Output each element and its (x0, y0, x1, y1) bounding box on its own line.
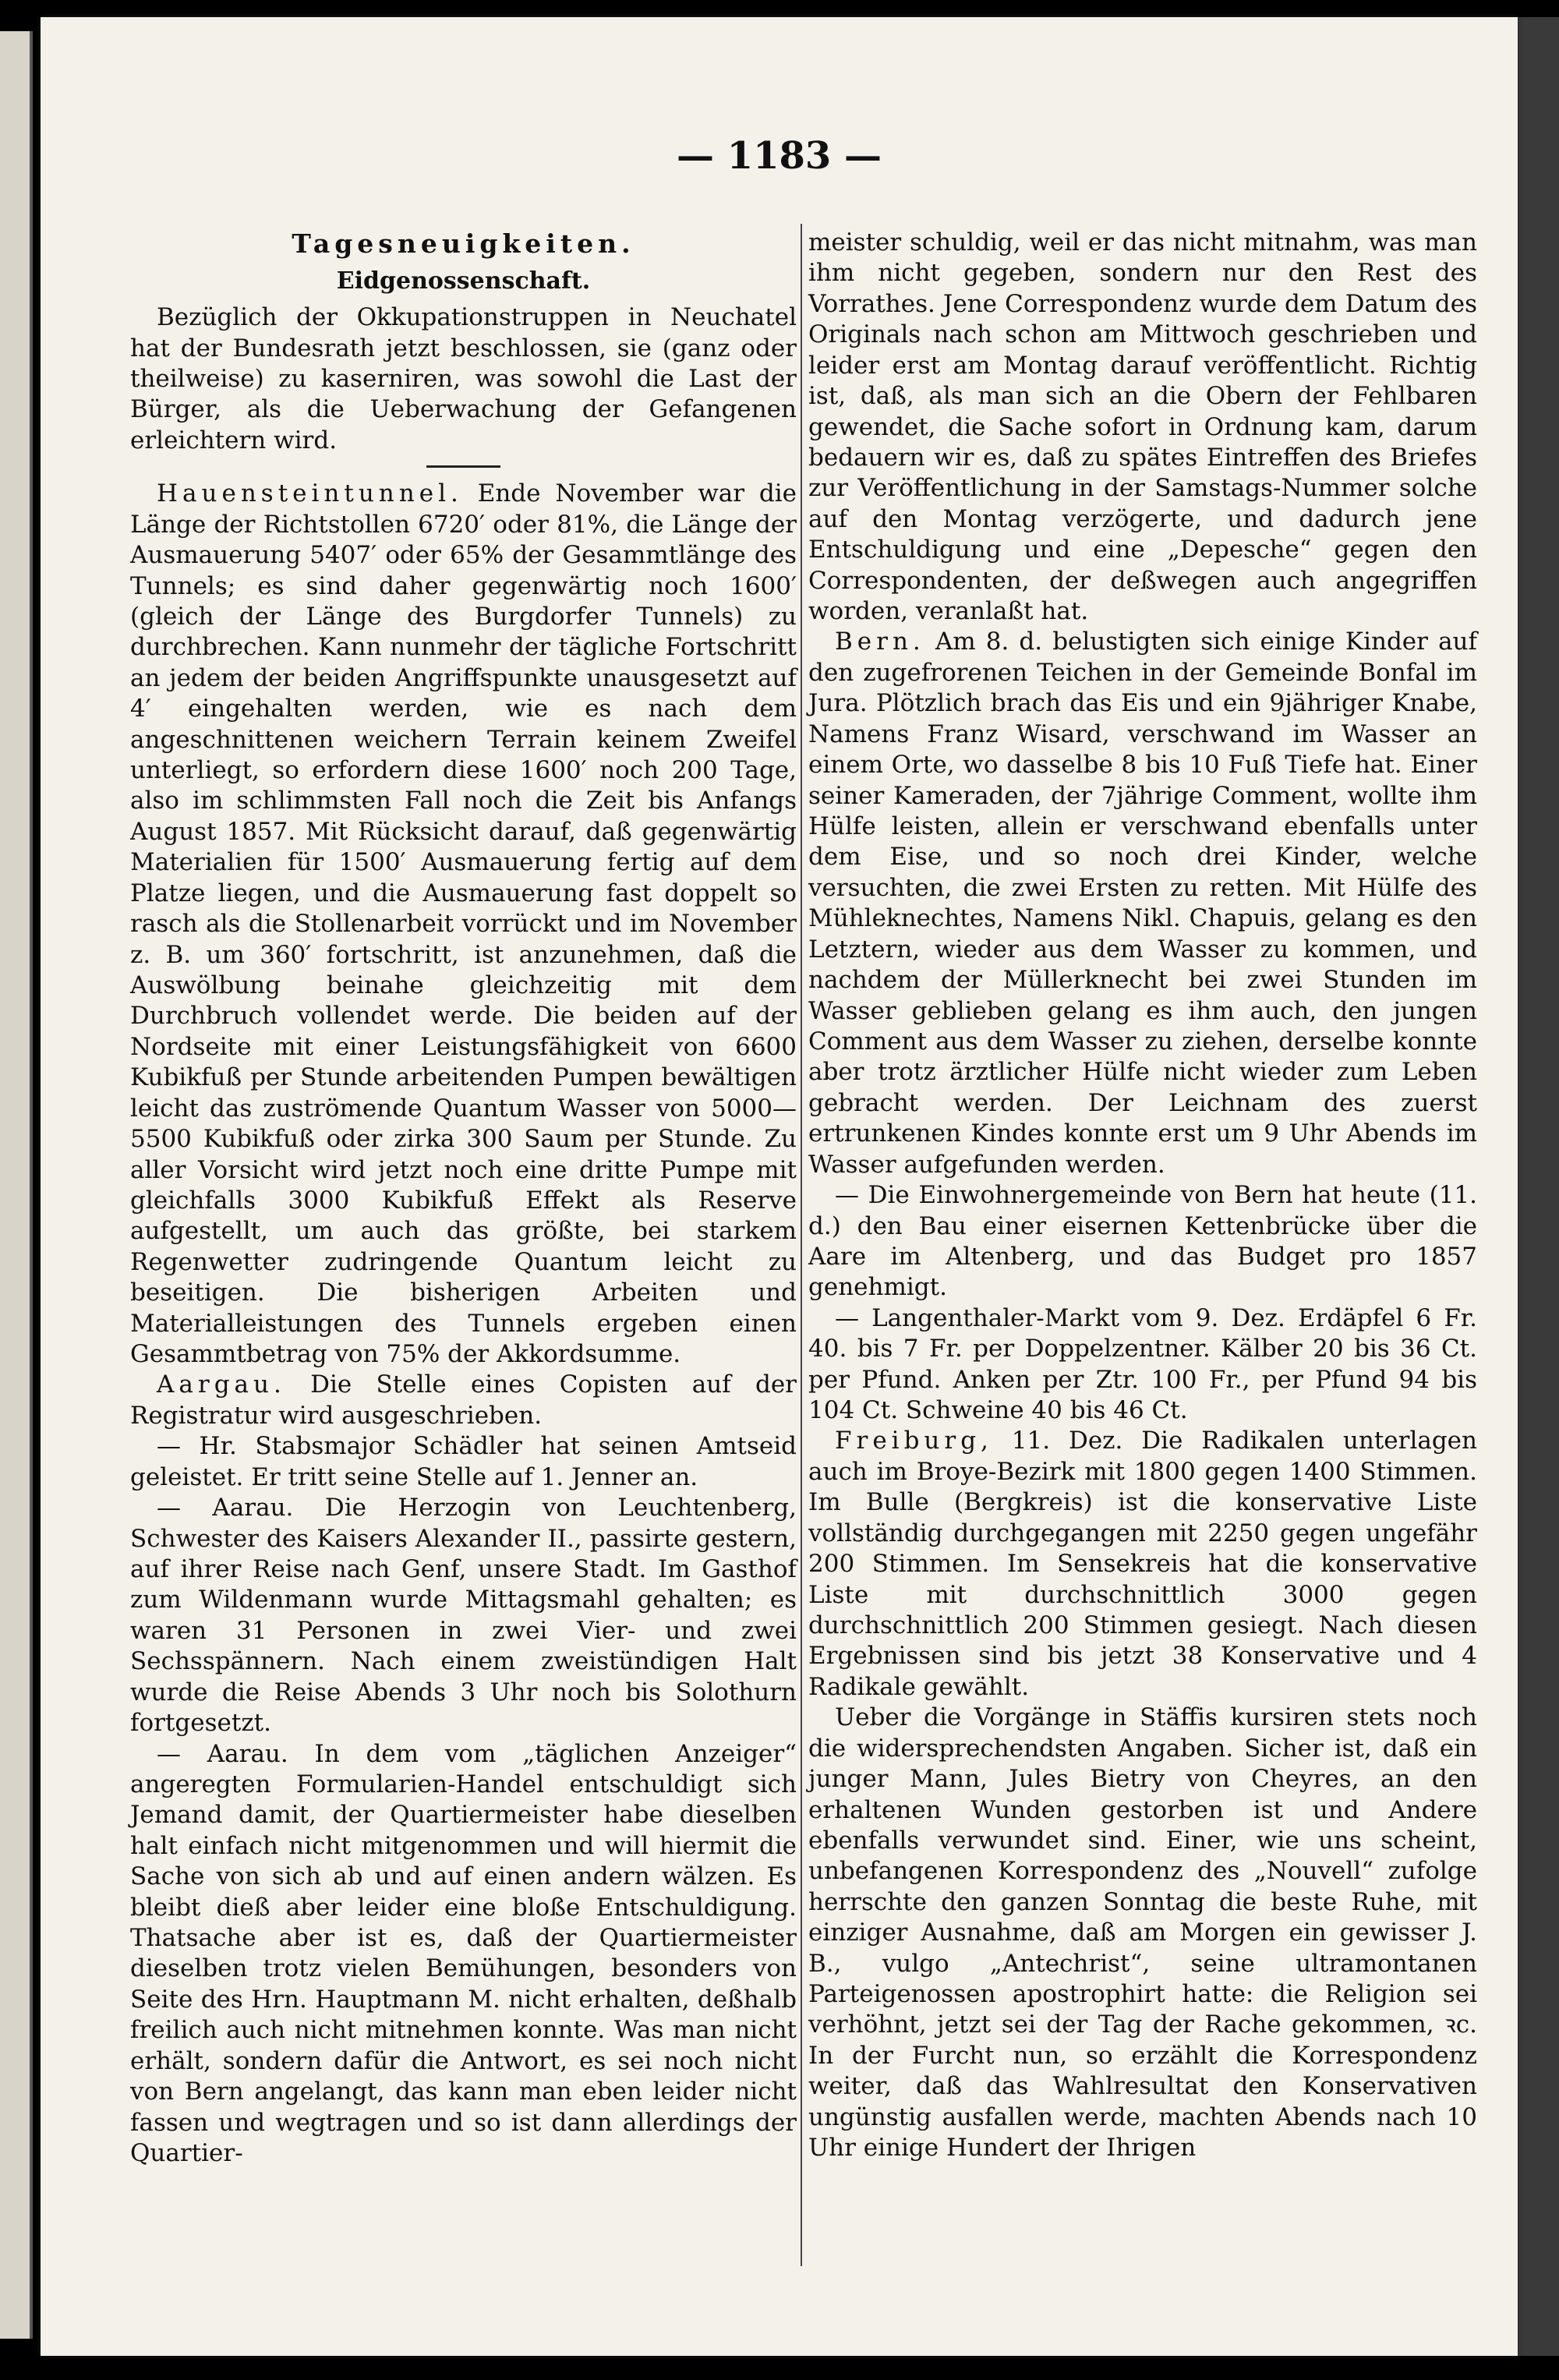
left-column (130, 228, 797, 2169)
article-paragraph: — Aarau. Die Herzogin von Leuchtenberg, Schwester des Kaisers Alexander II., passirte gestern, auf ihrer Reise nach Genf, unsere Stadt. Im Gasthof zum Wildenmann wurde Mittagsmahl gehalten; es waren 31 Personen in zwei Vier- und zwei Sechsspännern. Nach einem zweistündigen Halt wurde die Reise Abends 3 Uhr noch bis Solothurn fortgesetzt. (130, 1494, 797, 1738)
column-divider (801, 224, 802, 2266)
article-body: Am 8. d. belustigten sich einige Kinder auf den zugefrorenen Teichen in der Gemeinde Bonfal im Jura. Plötzlich brach das Eis und ein 9jähriger Knabe, Namens Franz Wisard, verschwand im Wasser an einem Orte, wo dasselbe 8 bis 10 Fuß Tiefe hat. Einer seiner Kameraden, der 7jährige Comment, wollte ihm Hülfe leisten, allein er verschwand ebenfalls unter dem Eise, und so noch drei Kinder, welche versuchten, die zwei Ersten zu retten. Mit Hülfe des Mühleknechtes, Namens Nikl. Chapuis, gelang es den Letztern, wieder aus dem Wasser zu kommen, und nachdem der Müllerknecht bei zwei Stunden im Wasser geblieben gelang es ihm auch, den jungen Comment aus dem Wasser zu ziehen, derselbe konnte aber trotz ärztlicher Hülfe nicht wieder zum Leben gebracht werden. Der Leichnam des zuerst ertrunkenen Kindes konnte erst um 9 Uhr Abends im Wasser aufgefunden werden. (808, 628, 1477, 1179)
article-paragraph: — Aarau. In dem vom „täglichen Anzeiger“ angeregten Formularien-Handel entschuldigt sich Jemand damit, der Quartiermeister habe dieselben halt einfach nicht mitgenommen und will hiermit die Sache von sich ab und auf einen andern wälzen. Es bleibt dieß aber leider eine bloße Entschuldigung. Thatsache aber ist es, daß der Quartiermeister dieselben trotz vielen Bemühungen, besonders von Seite des Hrn. Hauptmann M. nicht erhalten, deßhalb freilich auch nicht mitnehmen konnte. Was man nicht erhält, sondern dafür die Antwort, es sei noch nicht von Bern angelangt, das kann man eben leider nicht fassen und wegtragen und so ist dann allerdings der Quartier- (130, 1739, 797, 2168)
right-page-edge (1518, 17, 1559, 2356)
article-paragraph (130, 1370, 797, 1431)
article-paragraph: — Langenthaler-Markt vom 9. Dez. Erdäpfel 6 Fr. 40. bis 7 Fr. per Doppelzentner. Kälber 20 bis 36 Ct. per Pfund. Anken per Ztr. 100 Fr., per Pfund 94 bis 104 Ct. Schweine 40 bis 46 Ct. (808, 1303, 1477, 1425)
article-paragraph (130, 479, 797, 1370)
article-lead: Aargau. (157, 1370, 286, 1399)
page-number: — 1183 — (676, 134, 882, 178)
article-body: 11. Dez. Die Radikalen unterlagen auch im Broye-Bezirk mit 1800 gegen 1400 Stimmen. Im Bulle (Bergkreis) ist die konservative Liste vollständig durchgegangen mit 2250 gegen ungefähr 200 Stimmen. Im Sensekreis hat die konservative Liste mit durchschnittlich 3000 gegen durchschnittlich 200 Stimmen gesiegt. Nach diesen Ergebnissen sind bis jetzt 38 Konservative und 4 Radikale gewählt. (808, 1427, 1477, 1701)
section-heading: Tagesneuigkeiten. (292, 228, 635, 259)
article-paragraph: Ueber die Vorgänge in Stäffis kursiren stets noch die widersprechendsten Angaben. Sicher ist, daß ein junger Mann, Jules Bietry von Cheyres, an den erhaltenen Wunden gestorben ist und Andere ebenfalls verwundet sind. Einer, wie uns scheint, unbefangenen Korrespondenz des „Nouvell“ zufolge herrschte den ganzen Sonntag die beste Ruhe, mit einziger Ausnahme, daß am Morgen ein gewisser J. B., vulgo „Antechrist“, seine ultramontanen Parteigenossen apostrophirt hatte: die Religion sei verhöhnt, jetzt sei der Tag der Rache gekommen, ꝛc. In der Furcht nun, so erzählt die Korrespondenz weiter, daß das Wahlresultat den Konservativen ungünstig ausfallen werde, machten Abends nach 10 Uhr einige Hundert der Ihrigen (808, 1703, 1477, 2163)
article-paragraph: — Hr. Stabsmajor Schädler hat seinen Amtseid geleistet. Er tritt seine Stelle auf 1. Jenner an. (130, 1432, 797, 1491)
article-body: Die Stelle eines Copisten auf der Registratur wird ausgeschrieben. (130, 1370, 797, 1430)
separator-rule (426, 465, 500, 468)
article-paragraph: — Die Einwohnergemeinde von Bern hat heute (11. d.) den Bau einer eisernen Kettenbrücke über die Aare im Altenberg, und das Budget pro 1857 genehmigt. (808, 1181, 1477, 1302)
article-lead: Hauensteintunnel. (157, 479, 463, 508)
article-body: Ende November war die Länge der Richtstollen 6720′ oder 81%, die Länge der Ausmauerung 5407′ oder 65% der Gesammtlänge des Tunnels; es sind daher gegenwärtig noch 1600′ (gleich der Länge des Burgdorfer Tunnels) zu durchbrechen. Kann nunmehr der tägliche Fortschritt an jedem der beiden Angriffspunkte unausgesetzt auf 4′ eingehalten werden, wie es nach dem angeschnittenen weichern Terrain keinem Zweifel unterliegt, so erfordern diese 1600′ noch 200 Tage, also im schlimmsten Fall noch die Zeit bis Anfangs August 1857. Mit Rücksicht darauf, daß gegenwärtig Materialien für 1500′ Ausmauerung fertig auf dem Platze liegen, und die Ausmauerung fast doppelt so rasch als die Stollenarbeit vorrückt und im November z. B. um 360′ fortschritt, ist anzunehmen, daß die Auswölbung beinahe gleichzeitig mit dem Durchbruch vollendet werde. Die beiden auf der Nordseite mit einer Leistungsfähigkeit von 6600 Kubikfuß per Stunde arbeitenden Pumpen bewältigen leicht das zuströmende Quantum Wasser von 5000—5500 Kubikfuß oder zirka 300 Saum per Stunde. Zu aller Vorsicht wird jetzt noch eine dritte Pumpe mit gleichfalls 3000 Kubikfuß Effekt als Reserve aufgestellt, um auch das größte, bei starkem Regenwetter zudringende Quantum leicht zu beseitigen. Die bisherigen Arbeiten und Materialleistungen des Tunnels ergeben einen Gesammtbetrag von 75% der Akkordsumme. (130, 479, 797, 1369)
right-column (808, 228, 1477, 2164)
newspaper-page (41, 17, 1518, 2356)
section-subheading: Eidgenossenschaft. (336, 267, 591, 295)
article-lead: Bern. (835, 628, 925, 656)
article-paragraph: meister schuldig, weil er das nicht mitnahm, was man ihm nicht gegeben, sondern nur den Rest des Vorrathes. Jene Correspondenz wurde dem Datum des Originals nach schon am Mittwoch geschrieben und leider erst am Montag darauf veröffentlicht. Richtig ist, daß, als man sich an die Obern der Fehlbaren gewendet, die Sache sofort in Ordnung kam, darum bedauern wir es, daß zu spätes Eintreffen des Briefes zur Veröffentlichung in der Samstags-Nummer solche auf den Montag verzögerte, und dadurch jene Entschuldigung und eine „Depesche“ gegen den Correspondenten, der deßwegen auch angegriffen worden, veranlaßt hat. (808, 228, 1477, 626)
article-paragraph: Bezüglich der Okkupationstruppen in Neuchatel hat der Bundesrath jetzt beschlossen, sie (ganz oder theilweise) zu kaserniren, was sowohl die Last der Bürger, als die Ueberwachung der Gefangenen erleichtern wird. (130, 303, 797, 454)
article-paragraph (808, 1426, 1477, 1703)
article-paragraph (808, 627, 1477, 1180)
article-lead: Freiburg, (835, 1427, 993, 1455)
left-page-edge (0, 31, 33, 2339)
